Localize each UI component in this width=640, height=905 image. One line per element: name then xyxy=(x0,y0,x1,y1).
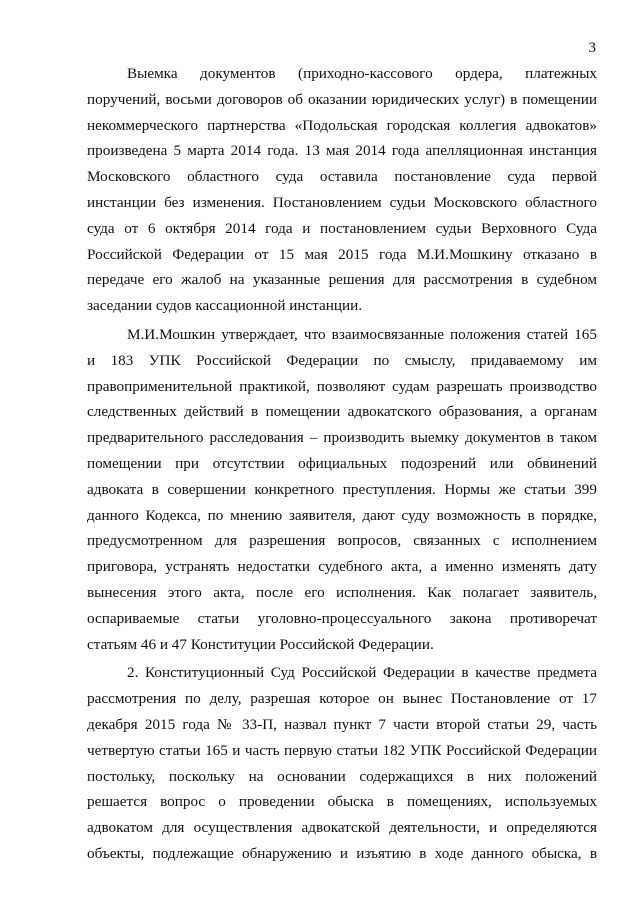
text-line: и 183 УПК Российской Федерации по смыслу, придаваемому им xyxy=(87,351,597,369)
text-line: оспариваемые статьи уголовно-процессуального закона противоречат xyxy=(87,609,597,627)
text-line: приговора, устранять недостатки судебного акта, а именно изменять дату xyxy=(87,558,597,576)
page-number: 3 xyxy=(588,40,596,56)
text-line: декабря 2015 года № 33-П, назвал пункт 7 части второй статьи 29, часть xyxy=(87,715,597,733)
text-line: предварительного расследования – производить выемку документов в таком xyxy=(87,429,597,447)
text-line: предусмотренном для разрешения вопросов, связанных с исполнением xyxy=(87,532,597,550)
text-line: суда от 6 октября 2014 года и постановлением судьи Верховного Суда xyxy=(87,219,597,237)
text-line: данного Кодекса, по мнению заявителя, дают суду возможность в порядке, xyxy=(87,506,597,524)
text-line: решается вопрос о проведении обыска в помещениях, используемых xyxy=(87,793,597,811)
paragraph-applicant-claims xyxy=(87,322,597,657)
text-line: Выемка документов (приходно-кассового ордера, платежных xyxy=(127,65,597,82)
text-line: поручений, восьми договоров об оказании юридических услуг) в помещении xyxy=(87,90,597,108)
document-body xyxy=(87,61,597,867)
text-line: помещении при отсутствии официальных подозрений или обвинений xyxy=(87,454,597,472)
text-line: статьям 46 и 47 Конституции Российской Федерации. xyxy=(87,635,434,653)
text-line: передаче его жалоб на указанные решения для рассмотрения в судебном xyxy=(87,271,597,289)
text-line: адвокатом для осуществления адвокатской деятельности, и определяются xyxy=(87,819,597,837)
text-line: М.И.Мошкин утверждает, что взаимосвязанные положения статей 165 xyxy=(127,325,597,343)
text-line: адвоката в совершении конкретного преступления. Нормы же статьи 399 xyxy=(87,480,597,498)
text-line: правоприменительной практикой, позволяют судам разрешать производство xyxy=(87,377,597,395)
text-line: инстанции без изменения. Постановлением судьи Московского областного xyxy=(87,193,597,211)
paragraph-constitutional-court xyxy=(87,660,597,866)
paragraph-seizure xyxy=(87,61,597,319)
text-line: некоммерческого партнерства «Подольская городская коллегия адвокатов» xyxy=(87,116,597,134)
text-line: следственных действий в помещении адвокатского образования, а органам xyxy=(87,403,597,421)
text-line: четвертую статьи 165 и часть первую статьи 182 УПК Российской Федерации xyxy=(87,741,597,759)
text-line: Российской Федерации от 15 мая 2015 года М.И.Мошкину отказано в xyxy=(87,245,597,263)
text-line: заседании судов кассационной инстанции. xyxy=(87,297,363,315)
text-line: 2. Конституционный Суд Российской Федерации в качестве предмета xyxy=(127,664,597,682)
text-line: вынесения этого акта, после его исполнения. Как полагает заявитель, xyxy=(87,583,597,601)
text-line: рассмотрения по делу, разрешая которое он вынес Постановление от 17 xyxy=(87,690,597,708)
text-line: объекты, подлежащие обнаружению и изъятию в ходе данного обыска, в xyxy=(87,844,597,862)
text-line: постольку, поскольку на основании содержащихся в них положений xyxy=(87,767,597,785)
text-line: произведена 5 марта 2014 года. 13 мая 2014 года апелляционная инстанция xyxy=(87,142,597,160)
text-line: Московского областного суда оставила постановление суда первой xyxy=(87,168,597,186)
